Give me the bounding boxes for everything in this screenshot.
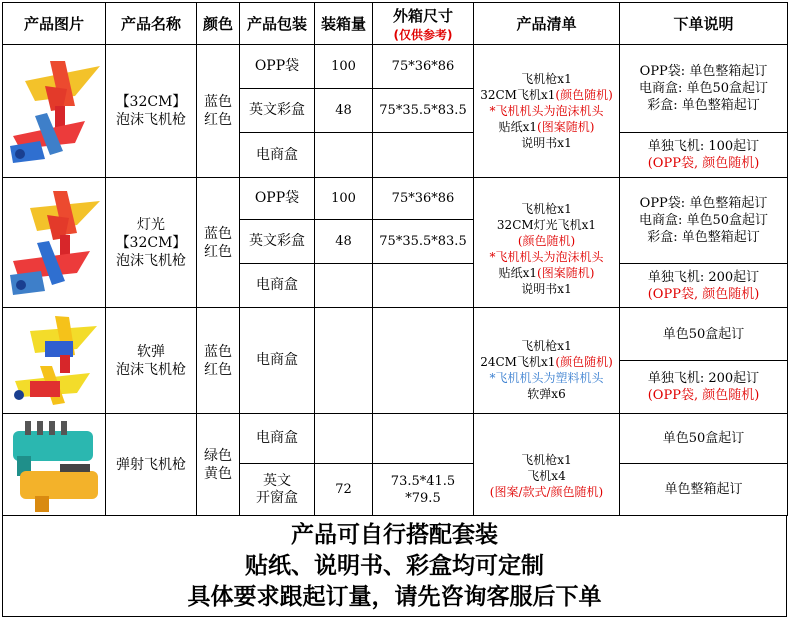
contents-list [474,414,620,516]
order-notes-bottom [620,264,788,308]
contents-item: (颜色随机) [517,233,576,248]
header-row [3,3,788,45]
product-colors [197,45,240,178]
name-line: 灯光 [137,216,165,233]
footer-notes [2,516,787,617]
soft-bullet-plane-gun-illustration [5,311,103,411]
product-image-foam-gun [3,45,106,178]
footer-line: 具体要求跟起订量，请先咨询客服后下单 [187,584,602,610]
name-line: 泡沫飞机枪 [116,252,186,269]
pack-qty [315,414,373,464]
pack-qty: 100 [315,178,373,220]
color-line: 蓝色 [204,343,232,360]
header-box-size [373,3,474,45]
color-line: 蓝色 [204,225,232,242]
contents-item: 飞机枪x1 [521,72,572,86]
color-line: 黄色 [204,465,232,482]
pack-size: 75*35.5*83.5 [373,89,474,133]
order-line: OPP袋: 单色整箱起订 [639,64,768,79]
header-name: 产品名称 [106,3,197,45]
color-line: 红色 [204,112,232,128]
order-line: 彩盒: 单色整箱起订 [647,230,760,245]
pack-type: 电商盒 [240,133,315,178]
pack-size: 75*35.5*83.5 [373,220,474,264]
light-foam-plane-gun-illustration [5,183,103,303]
foam-plane-gun-illustration [5,51,103,171]
order-line: 彩盒: 单色整箱起订 [647,98,760,113]
order-line: 单色50盒起订 [662,326,745,342]
contents-list [474,178,620,308]
order-notes-bottom [620,133,788,178]
color-line: 红色 [204,243,232,260]
pack-type: 英文彩盒 [240,220,315,264]
header-image: 产品图片 [3,3,106,45]
pack-qty: 48 [315,89,373,133]
product-image-soft-bullet-gun [3,308,106,414]
order-line: 单独飞机: 200起订 [647,269,760,285]
contents-item: 32CM飞机x1(颜色随机) [480,88,613,102]
header-color: 颜色 [197,3,240,45]
product-colors [197,178,240,308]
order-line: 单独飞机: 200起订 [647,371,760,386]
product-name [106,414,197,516]
order-notes-top [620,414,788,464]
contents-item: 软弹x6 [527,386,566,401]
name-line: 【32CM】 [115,94,187,110]
pack-type: 电商盒 [240,264,315,308]
pack-qty: 48 [315,220,373,264]
order-line: OPP袋: 单色整箱起订 [639,196,768,211]
order-line: (OPP袋, 颜色随机) [647,156,760,171]
order-line: (OPP袋, 颜色随机) [647,286,760,302]
pack-size: 75*36*86 [373,178,474,220]
contents-item: 24CM飞机x1(颜色随机) [480,354,613,369]
contents-item: 飞机x4 [527,468,566,483]
pack-qty: 72 [315,464,373,516]
contents-item: *飞机机头为泡沫机头 [489,104,604,118]
name-line: 软弹 [137,343,165,360]
name-line: 泡沫飞机枪 [116,361,186,378]
product-table [2,2,788,516]
product-name [106,308,197,414]
pack-type: OPP袋 [240,178,315,220]
pack-type: 电商盒 [240,308,315,414]
contents-item: 飞机枪x1 [521,338,572,353]
wrapped-line: 开窗盒 [256,489,298,506]
footer-line: 产品可自行搭配套装 [291,522,498,548]
pack-size [373,464,474,516]
contents-item: 贴纸x1(图案随机) [498,120,595,134]
contents-list [474,45,620,178]
contents-item: 飞机枪x1 [521,452,572,467]
name-line: 弹射飞机枪 [116,456,186,473]
contents-item: 32CM灯光飞机x1 [496,217,597,232]
contents-item: 说明书x1 [521,281,572,296]
header-order: 下单说明 [620,3,788,45]
order-line: (OPP袋, 颜色随机) [647,388,760,403]
order-notes-top [620,308,788,361]
product-row [3,414,788,464]
contents-item: 飞机枪x1 [521,201,572,216]
pack-size [373,414,474,464]
pack-type [240,464,315,516]
order-line: 电商盒: 单色50盒起订 [638,213,769,228]
wrapped-line: 73.5*41.5 [390,473,456,489]
product-image-catapult-gun [3,414,106,516]
contents-item: (图案/款式/颜色随机) [489,484,604,499]
contents-item: 说明书x1 [521,136,572,150]
name-line: 【32CM】 [115,234,187,251]
product-row [3,308,788,361]
wrapped-line: *79.5 [405,490,441,506]
product-row [3,178,788,220]
pack-qty [315,264,373,308]
pack-type: 电商盒 [240,414,315,464]
order-line: 电商盒: 单色50盒起订 [638,81,769,96]
order-notes-bottom [620,361,788,414]
header-box-size-label: 外箱尺寸 [392,6,453,25]
header-packaging: 产品包装 [240,3,315,45]
header-box-size-note: (仅供参考) [393,27,453,42]
pack-qty [315,308,373,414]
order-notes-top [620,45,788,133]
color-line: 蓝色 [204,94,232,110]
product-colors [197,414,240,516]
color-line: 红色 [204,361,232,378]
pack-qty [315,133,373,178]
header-contents: 产品清单 [474,3,620,45]
order-line: 单色50盒起订 [662,431,745,446]
contents-item: *飞机机头为塑料机头 [489,370,604,385]
product-colors [197,308,240,414]
pack-size [373,308,474,414]
catapult-plane-gun-illustration [5,416,103,514]
pack-size [373,264,474,308]
order-line: 单独飞机: 100起订 [647,139,760,154]
pack-qty: 100 [315,45,373,89]
product-name [106,45,197,178]
pack-size [373,133,474,178]
pack-size: 75*36*86 [373,45,474,89]
product-row [3,45,788,89]
color-line: 绿色 [204,447,232,464]
name-line: 泡沫飞机枪 [116,112,186,128]
contents-list [474,308,620,414]
pack-type: 英文彩盒 [240,89,315,133]
order-notes-bottom [620,464,788,516]
footer-line: 贴纸、说明书、彩盒均可定制 [245,553,544,579]
order-line: 单色整箱起订 [664,482,743,497]
wrapped-line: 英文 [263,472,291,489]
product-image-light-foam-gun [3,178,106,308]
order-notes-top [620,178,788,264]
contents-item: 贴纸x1(图案随机) [498,265,595,280]
pack-type: OPP袋 [240,45,315,89]
product-name [106,178,197,308]
header-qty: 装箱量 [315,3,373,45]
contents-item: *飞机机头为泡沫机头 [489,249,604,264]
